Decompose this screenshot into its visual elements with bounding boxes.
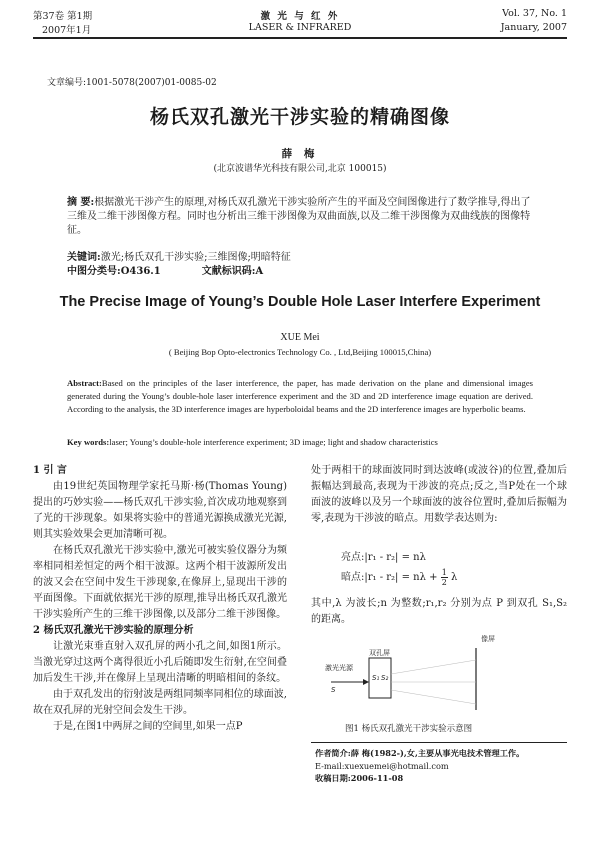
abstract-en [67,377,533,416]
section-1-heading: 1 引 言 [33,465,67,476]
abstract-en-label: Abstract: [67,378,102,388]
fringe-line [391,660,476,674]
paragraph: 处于两相干的球面波同时到达波峰(或波谷)的位置,叠加后振幅达到最高,表现为干涉波的亮点;反之,当P处在一个球面波的波峰以及另一个球面波的波谷位置时,叠加后振幅为零,表现为干涉波的暗点。用数学表达则为: [311,465,567,524]
paragraph: 由19世纪英国物理学家托马斯·杨(Thomas Young)提出的巧妙实验——杨氏双孔干涉实验,首次成功地观察到了光的干涉现象。如果将实验中的普通光源换成激光光源,则其实验效果会更加清晰可视。 [33,481,287,540]
dark-formula [341,568,457,587]
author-cn: 薛 梅 [281,148,319,160]
header-rule [33,37,567,39]
title-cn: 杨氏双孔激光干涉实验的精确图像 [149,106,450,128]
dark-formula-prefix: 暗点:|r₁ - r₂| = nλ + [341,572,438,583]
label-s1: S₁ [372,674,380,682]
clc-value: O436.1 [120,266,161,277]
label-double-hole-screen: 双孔屏 [369,649,390,657]
bright-formula: 亮点:|r₁ - r₂| = nλ [341,552,426,563]
author-email: E-mail:xuexuemei@hotmail.com [315,760,449,771]
title-en: The Precise Image of Young’s Double Hole Laser Interfere Experiment [59,294,541,310]
fraction-numerator: 1 [441,568,447,577]
author-intro: 作者简介:薛 梅(1982-),女,主要从事光电技术管理工作。 [315,748,525,758]
journal-name-en: LASER & INFRARED [248,22,352,33]
paragraph: 由于双孔发出的衍射波是两组同频率同相位的球面波,故在双孔屏的光射空间会发生干涉。 [33,689,287,716]
clc-label: 中图分类号: [67,266,121,277]
date-cn: 2007年1月 [42,25,92,36]
received-date: 收稿日期:2006-11-08 [315,773,404,783]
paragraph: 在杨氏双孔激光干涉实验中,激光可被实验仪器分为频率相同相差恒定的两个相干波源。这两个相干波源所发出的波又会在空间中发生干涉现象,在像屏上,显现出干涉的平面图像。下面就依据光干涉的原理,推导出杨氏双孔激光干涉实验所产生的三维干涉图像,以及部分二维干涉图像。 [33,545,287,620]
abstract-cn-text: 根据激光干涉产生的原理,对杨氏双孔激光干涉实验所产生的平面及空间图像进行了数学推导,得出了三维及二维干涉图像方程。同时也分析出三维干涉图像为双曲面族,以及二维干涉图像为双曲线族的图像特征。 [67,197,531,236]
doc-code-value: A [255,266,264,277]
one-half-fraction [441,568,448,587]
keywords-cn-text: 激光;杨氏双孔干涉实验;三维图像;明暗特征 [100,252,291,263]
keywords-cn [67,251,537,265]
figure-1-caption: 图1 杨氏双孔激光干涉实验示意图 [345,724,473,734]
section-2-heading: 2 杨氏双孔激光干涉实验的原理分析 [33,625,194,636]
right-column-cont [311,596,567,628]
keywords-en-text: laser; Young’s double-hole interference experiment; 3D image; light and shadow characteristics [109,437,438,447]
keywords-en [67,436,533,449]
laser-arrow-head [363,679,369,685]
keywords-cn-label: 关键词: [67,252,101,263]
author-en: XUE Mei [280,332,320,343]
label-image-screen: 像屏 [481,635,495,643]
label-laser-source: 激光光源 [325,664,353,672]
abstract-cn-label: 摘 要: [67,197,95,208]
date-en: January, 2007 [500,22,567,33]
label-s2: S₂ [381,674,389,682]
paragraph: 其中,λ 为波长;n 为整数;r₁,r₂ 分别为点 P 到双孔 S₁,S₂ 的距离。 [311,598,567,625]
keywords-en-label: Key words: [67,437,110,447]
right-column [311,463,567,527]
article-number: 文章编号:1001-5078(2007)01-0085-02 [47,78,217,88]
fringe-line [391,690,476,704]
doc-code-label: 文献标识码: [201,266,256,277]
paragraph: 于是,在图1中两屏之间的空间里,如果一点P [53,721,243,732]
classification-line [67,265,537,279]
abstract-cn [67,196,537,238]
fraction-denominator: 2 [441,578,447,587]
abstract-en-text: Based on the principles of the laser interference, the paper, has made derivation on the plane and dimensional images generated during the Young’s double-hole laser interference experiment and the 3D and 2D interference image equation are derived. According to the analysis, the 3D interference images are hyperboloidal beams and the 2D interference images are hyperbolic beams. [67,378,533,414]
paragraph: 让激光束垂直射入双孔屏的两小孔之间,如图1所示。当激光穿过这两个离得很近小孔后随即发生衍射,在空间叠加后发生干涉,并在像屏上呈现出清晰的明暗相间的条纹。 [33,641,287,684]
volume-issue-cn: 第37卷 第1期 [33,11,93,22]
dark-formula-suffix: λ [450,572,458,583]
affiliation-en: ( Beijing Bop Opto-electronics Technology Co. , Ltd,Beijing 100015,China) [168,347,432,357]
footnote-rule [311,742,567,743]
footnote [315,747,567,785]
figure-1 [311,630,567,714]
affiliation-cn: (北京波谱华光科技有限公司,北京 100015) [213,164,387,174]
journal-name-cn: 激 光 与 红 外 [260,11,340,22]
left-column [33,463,287,735]
volume-issue-en: Vol. 37, No. 1 [502,8,567,19]
label-s: S [331,686,336,694]
